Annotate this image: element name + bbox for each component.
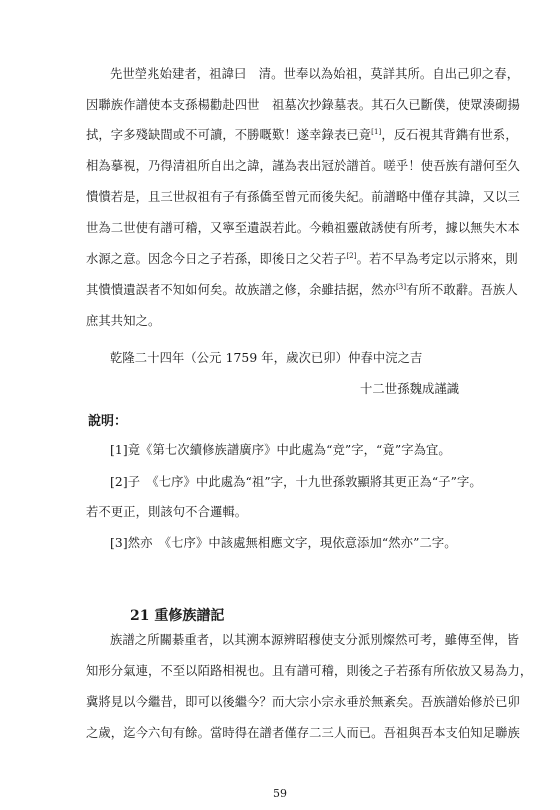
preface-line-6: 世為二世使有譜可稽，又寧至遺誤若此。今賴祖靈啟誘使有所考，據以無失木本	[86, 221, 520, 235]
section-line-2: 知形分氣連，不至以陌路相視也。且有譜可稽，則後之子若孫有所依放又易為力，	[86, 664, 533, 678]
note-1: [1]竟《第七次續修族譜廣序》中此處為“竞”字，“竟”字為宜。	[110, 443, 451, 457]
footnote-ref-3: [3]	[395, 282, 407, 291]
preface-line-8: 其憒憒遺誤者不知如何矣。故族譜之修，余雖拮据，然亦[3]有所不敢辭。吾族人	[86, 282, 518, 297]
footnote-ref-2: [2]	[346, 251, 357, 260]
preface-line-1: 先世塋兆始建者，祖諱曰 清。世奉以為始祖，莫詳其所。自出己卯之春，	[110, 67, 520, 81]
date-line: 乾隆二十四年（公元 1759 年，歲次已卯）仲春中浣之吉	[110, 351, 423, 365]
page-number: 59	[273, 787, 287, 800]
preface-line-9: 庶其共知之。	[86, 314, 161, 328]
preface-line-7: 水源之意。因念今日之子若孫，即後日之父若子[2]。若不早為考定以示將來，則	[86, 251, 518, 266]
note-2-continued: 若不更正，則該句不合邏輯。	[86, 505, 248, 519]
footnote-ref-1: [1]	[371, 127, 382, 136]
section-line-4: 之歲，迄今六旬有餘。當時得在譜者僅存二三人而已。吾祖與吾本支伯知足聯族	[86, 726, 520, 740]
preface-line-5: 憒憒若是，且三世叔祖有子有孫僑至曾元而後失紀。前譜略中僅存其諱，又以三	[86, 190, 520, 204]
preface-line-3: 拭，字多殘缺間或不可讀，不勝嘅歎！遂幸錄表已竟[1]，反石視其背鐫有世系，	[86, 127, 518, 142]
notes-heading: 說明：	[88, 414, 128, 429]
section-line-3: 冀將見以今繼昔，即可以後繼今？而大宗小宗永垂於無紊矣。吾族譜始修於已卯	[86, 695, 520, 709]
preface-line-4: 相為摹視，乃得清祖所自出之諱，謹為表出冠於譜首。嗟乎！使吾族有譜何至久	[86, 159, 520, 173]
section-line-1: 族譜之所關綦重者，以其溯本源辨昭穆使支分派別燦然可考，雖傳至俾，皆	[110, 633, 520, 647]
section-title: 21 重修族譜記	[130, 608, 225, 624]
signature-line: 十二世孫魏成謹識	[360, 382, 460, 396]
note-3: [3]然亦 《七序》中該處無相應文字，現依意添加“然亦”二字。	[110, 536, 457, 550]
note-2: [2]子 《七序》中此處為“祖”字，十九世孫敦顯將其更正為“子”字。	[110, 475, 482, 489]
preface-line-2: 因聯族作譜使本支孫楊勸赴四世 祖墓次抄錄墓表。其石久已斷僕，使眾湊砌揚	[86, 98, 520, 112]
